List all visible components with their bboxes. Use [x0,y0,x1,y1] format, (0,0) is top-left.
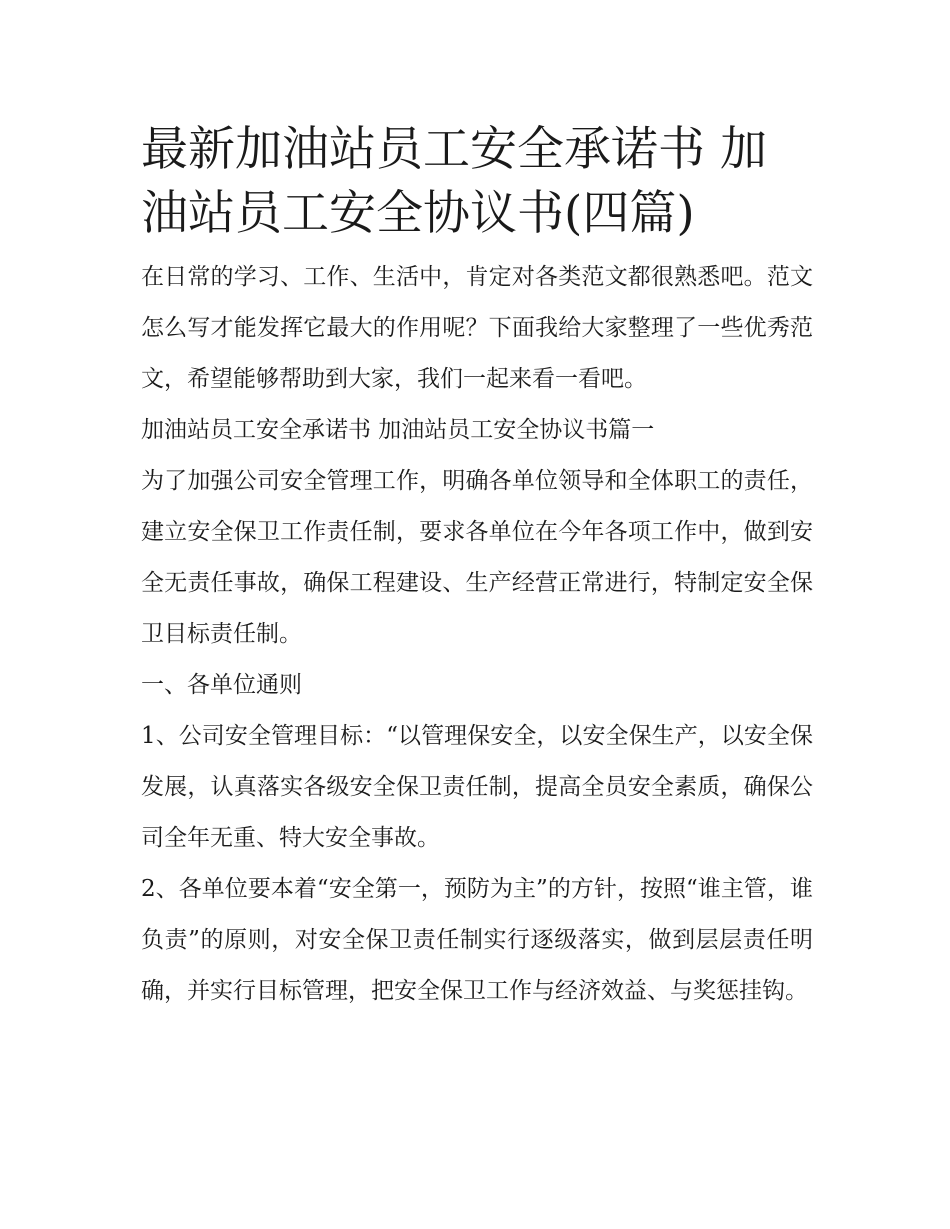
paragraph-rule-2: 2、各单位要本着“安全第一，预防为主”的方针，按照“谁主管，谁负责”的原则，对安全保卫责任制实行逐级落实，做到层层责任明确，并实行目标管理，把安全保卫工作与经济效益、与奖惩挂钩。 [141,876,813,1004]
document-page [141,118,813,1017]
paragraph-purpose: 为了加强公司安全管理工作，明确各单位领导和全体职工的责任，建立安全保卫工作责任制，要求各单位在今年各项工作中，做到安全无责任事故，确保工程建设、生产经营正常进行，特制定安全保卫目标责任制。 [141,468,813,647]
paragraph-rule-1: 1、公司安全管理目标：“以管理保安全，以安全保生产，以安全保发展，认真落实各级安全保卫责任制，提高全员安全素质，确保公司全年无重、特大安全事故。 [141,723,813,851]
section-heading-general-rules: 一、各单位通则 [141,672,302,698]
document-title: 最新加油站员工安全承诺书 加油站员工安全协议书(四篇) [141,122,767,241]
paragraph-intro: 在日常的学习、工作、生活中，肯定对各类范文都很熟悉吧。范文怎么写才能发挥它最大的作用呢？下面我给大家整理了一些优秀范文，希望能够帮助到大家，我们一起来看一看吧。 [141,264,813,392]
section-heading-part-one: 加油站员工安全承诺书 加油站员工安全协议书篇一 [141,417,655,443]
